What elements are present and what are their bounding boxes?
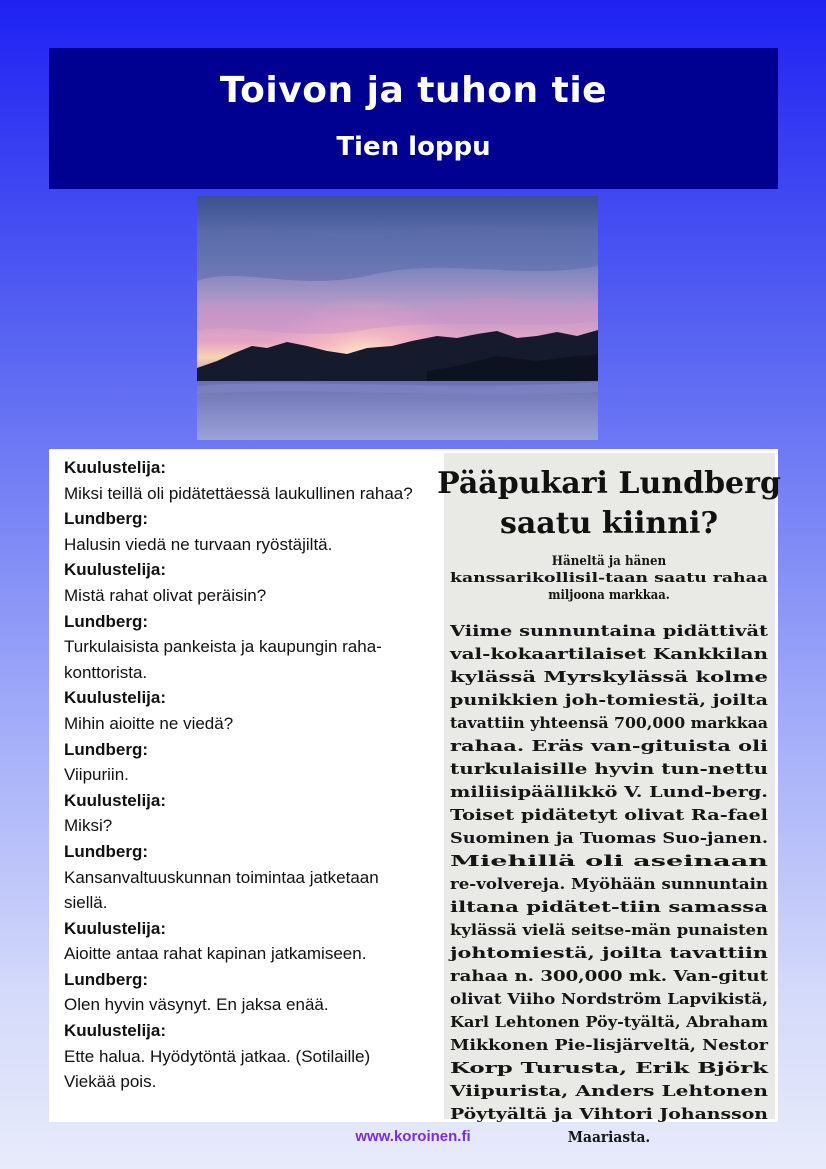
clipping-body-line: tavattiin yhteensä 700,000 markkaa	[450, 714, 769, 732]
speaker-label: Kuulustelija:	[64, 560, 167, 580]
page-subtitle: Tien loppu	[336, 132, 491, 162]
clipping-body-line: turkulaisille hyvin tun-nettu	[450, 760, 769, 778]
clipping-body-line: johtomiestä, joilta tavattiin	[447, 944, 769, 962]
speaker-label: Kuulustelija:	[64, 918, 167, 938]
clipping-body-line: punikkien joh-tomiestä, joilta	[450, 691, 769, 709]
clipping-body-line: Pöytyältä ja Vihtori Johansson	[450, 1105, 769, 1123]
speaker-label: Kuulustelija:	[64, 1021, 167, 1041]
speaker-label: Lundberg:	[64, 509, 149, 529]
speaker-label: Lundberg:	[64, 739, 149, 759]
clipping-body-line: Viime sunnuntaina pidättivät	[448, 622, 769, 640]
clipping-body-line: rahaa n. 300,000 mk. Van-gitut	[450, 967, 769, 985]
dialogue-line: Ette halua. Hyödytöntä jatkaa. (Sotilaille) Viekää pois.	[64, 1046, 371, 1092]
clipping-body-line: rahaa. Eräs van-gituista oli	[450, 737, 769, 755]
header-banner	[49, 48, 778, 189]
speaker-label: Kuulustelija:	[64, 790, 167, 810]
clipping-body-line: Toiset pidätetyt olivat Ra-fael	[450, 806, 769, 824]
speaker-label: Lundberg:	[64, 969, 149, 989]
clipping-body-line: Viipurista, Anders Lehtonen	[448, 1082, 769, 1100]
page-title: Toivon ja tuhon tie	[219, 70, 608, 111]
speaker-label: Kuulustelija:	[64, 688, 167, 708]
clipping-body-line: Korp Turusta, Erik Björk	[450, 1059, 769, 1077]
dialogue-line: Halusin viedä ne turvaan ryöstäjiltä.	[64, 534, 333, 554]
dialogue-line: Olen hyvin väsynyt. En jaksa enää.	[64, 995, 329, 1015]
speaker-label: Lundberg:	[64, 841, 149, 861]
clipping-body-line: Maariasta.	[567, 1128, 651, 1146]
clipping-body-line: re-volvereja. Myöhään sunnuntain	[450, 875, 769, 893]
clipping-subheading-line: kanssarikollisil-taan saatu rahaa	[450, 571, 769, 586]
clipping-body-line: Miehillä oli aseinaan	[450, 852, 769, 870]
sunset-landscape-photo	[197, 196, 598, 440]
dialogue-line: Kansanvaltuuskunnan toimintaa jatketaan siellä.	[64, 867, 379, 913]
clipping-body-line: olivat Viiho Nordström Lapvikistä,	[450, 990, 768, 1008]
newspaper-clipping	[437, 453, 781, 1146]
clipping-headline-1: Pääpukari Lundberg	[437, 466, 781, 501]
dialogue-line: Viipuriin.	[64, 765, 129, 785]
clipping-body-line: Karl Lehtonen Pöy-tyältä, Abraham	[450, 1013, 769, 1031]
clipping-body-line: kylässä vielä seitse-män punaisten	[450, 921, 769, 939]
clipping-body-line: val-kokaartilaiset Kankkilan	[448, 645, 769, 663]
dialogue-line: Mistä rahat olivat peräisin?	[64, 585, 267, 605]
clipping-headline-2: saatu kiinni?	[499, 506, 719, 541]
clipping-subheading-line: Häneltä ja hänen	[551, 554, 667, 569]
clipping-subheading-line: miljoona markkaa.	[548, 588, 670, 603]
dialogue-line: Miksi teillä oli pidätettäessä laukullinen rahaa?	[64, 483, 413, 503]
clipping-body-line: kylässä Myrskylässä kolme	[450, 668, 768, 686]
interrogation-dialogue	[64, 455, 424, 1095]
clipping-body-line: iltana pidätet-tiin samassa	[450, 898, 769, 916]
dialogue-line: Turkulaisista pankeista ja kaupungin raha-konttorista.	[64, 637, 382, 682]
dialogue-line: Miksi?	[64, 816, 113, 836]
clipping-body-line: Mikkonen Pie-lisjärveltä, Nestor	[450, 1036, 770, 1054]
dialogue-line: Aioitte antaa rahat kapinan jatkamiseen.	[64, 944, 367, 964]
speaker-label: Kuulustelija:	[64, 458, 167, 477]
speaker-label: Lundberg:	[64, 611, 149, 631]
clipping-body-line: Suominen ja Tuomas Suo-janen.	[450, 829, 768, 847]
clipping-body-line: miliisipäällikkö V. Lund-berg.	[450, 783, 768, 801]
dialogue-line: Mihin aioitte ne viedä?	[64, 713, 234, 733]
website-url[interactable]: www.koroinen.fi	[355, 1128, 471, 1145]
